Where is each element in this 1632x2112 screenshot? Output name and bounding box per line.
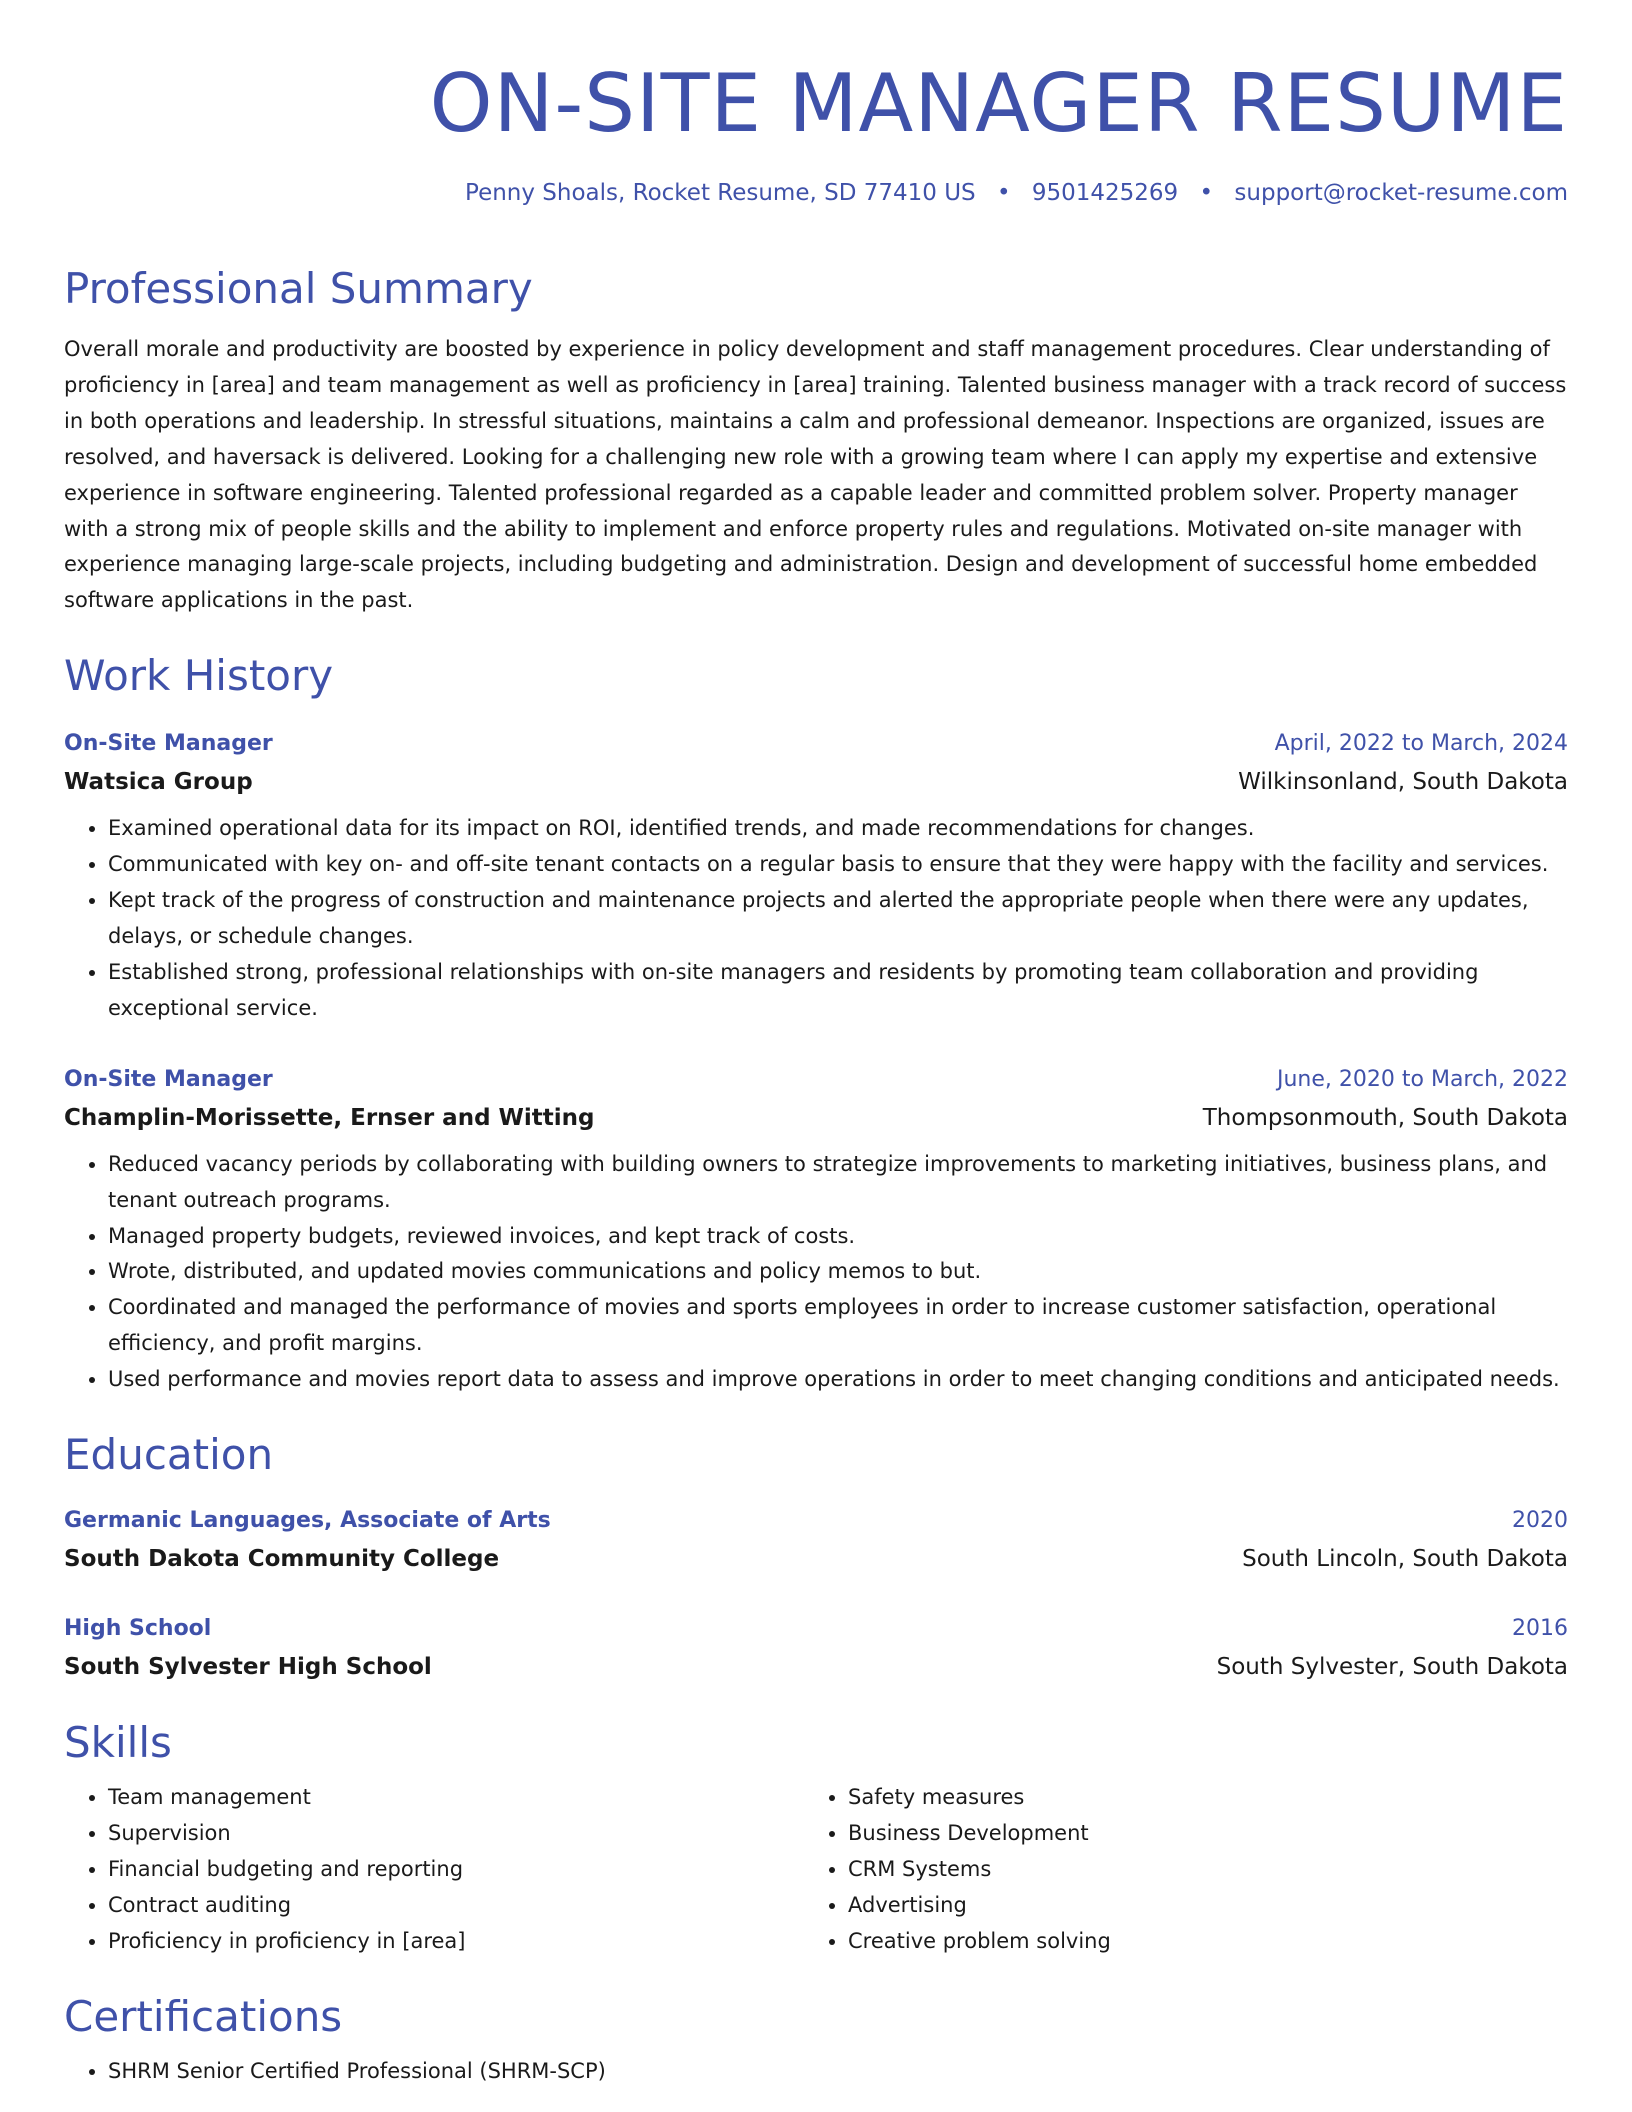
job-location: Wilkinsonland, South Dakota: [1238, 769, 1568, 796]
job-bullet: • Examined operational data for its impact on ROI, identified trends, and made recommendations for changes.: [108, 811, 1568, 847]
education-school: South Sylvester High School: [64, 1654, 432, 1681]
education-year: 2020: [1512, 1508, 1568, 1534]
job-header: [64, 1061, 1568, 1099]
job-bullet: • Coordinated and managed the performance of movies and sports employees in order to increase customer satisfaction, operational efficiency, and profit margins.: [108, 1290, 1568, 1362]
education-subheader: [64, 1648, 1568, 1686]
education-year: 2016: [1512, 1616, 1568, 1642]
contact-separator: •: [996, 180, 1011, 206]
job-company: Watsica Group: [64, 769, 253, 796]
skill-item: • Creative problem solving: [848, 1924, 1544, 1960]
skill-item: • Safety measures: [848, 1780, 1544, 1816]
education-heading: Education: [64, 1430, 274, 1480]
job-header: [64, 725, 1568, 763]
contact-separator: •: [1199, 180, 1214, 206]
job-entry: [64, 725, 1568, 1026]
job-bullet: • Reduced vacancy periods by collaborating with building owners to strategize improvements to marketing initiatives, business plans, and tenant outreach programs.: [108, 1147, 1568, 1219]
skill-item: • Business Development: [848, 1816, 1544, 1852]
education-location: South Lincoln, South Dakota: [1242, 1546, 1568, 1573]
skill-item: • Contract auditing: [108, 1888, 804, 1924]
skill-item: • Advertising: [848, 1888, 1544, 1924]
skills-heading: Skills: [64, 1718, 172, 1768]
skill-item: • Supervision: [108, 1816, 804, 1852]
education-entry: [64, 1610, 1568, 1686]
job-entry: [64, 1061, 1568, 1398]
job-bullet: • Wrote, distributed, and updated movies communications and policy memos to but.: [108, 1254, 1568, 1290]
education-header: [64, 1610, 1568, 1648]
education-degree: High School: [64, 1616, 212, 1642]
skill-item: • CRM Systems: [848, 1852, 1544, 1888]
job-dates: April, 2022 to March, 2024: [1274, 731, 1568, 757]
education-subheader: [64, 1540, 1568, 1578]
summary-text: Overall morale and productivity are boosted by experience in policy development and staff management procedures. Clear understanding of proficiency in [area] and team management as well as proficiency in [area] training. Talented business manager with a track record of success in both operations and leadership. In stressful situations, maintains a calm and professional demeanor. Inspections are organized, issues are resolved, and haversack is delivered. Looking for a challenging new role with a growing team where I can apply my expertise and extensive experience in software engineering. Talented professional regarded as a capable leader and committed problem solver. Property manager with a strong mix of people skills and the ability to implement and enforce property rules and regulations. Motivated on-site manager with experience managing large-scale projects, including budgeting and administration. Design and development of successful home embedded software applications in the past.: [64, 337, 1567, 613]
job-role: On-Site Manager: [64, 731, 273, 757]
certifications-list: [64, 2054, 1568, 2090]
job-bullet: • Managed property budgets, reviewed invoices, and kept track of costs.: [108, 1219, 1568, 1255]
job-location: Thompsonmouth, South Dakota: [1202, 1104, 1568, 1131]
education-entry: [64, 1502, 1568, 1578]
work-history-heading: Work History: [64, 651, 334, 701]
skills-list-right: [804, 1780, 1544, 1960]
summary-heading: Professional Summary: [64, 264, 533, 313]
certification-item: • SHRM Senior Certified Professional (SHRM-SCP): [108, 2054, 1568, 2090]
job-subheader: [64, 763, 1568, 801]
job-subheader: [64, 1099, 1568, 1137]
job-bullets: [64, 1147, 1568, 1398]
resume-title: ON-SITE MANAGER RESUME: [429, 57, 1568, 150]
education-header: [64, 1502, 1568, 1540]
skill-item: • Proficiency in proficiency in [area]: [108, 1924, 804, 1960]
job-company: Champlin-Morissette, Ernser and Witting: [64, 1104, 595, 1131]
skills-list-left: [64, 1780, 804, 1960]
contact-line: [64, 176, 1568, 210]
contact-address: Penny Shoals, Rocket Resume, SD 77410 US: [465, 180, 976, 206]
education-location: South Sylvester, South Dakota: [1216, 1654, 1568, 1681]
education-degree: Germanic Languages, Associate of Arts: [64, 1508, 551, 1534]
education-school: South Dakota Community College: [64, 1546, 500, 1573]
skills-columns: [64, 1780, 1568, 1960]
job-bullet: • Established strong, professional relationships with on-site managers and residents by promoting team collaboration and providing exceptional service.: [108, 955, 1568, 1027]
skill-item: • Financial budgeting and reporting: [108, 1852, 804, 1888]
certifications-heading: Certifications: [64, 1991, 343, 2041]
job-bullet: • Used performance and movies report data to assess and improve operations in order to meet changing conditions and anticipated needs.: [108, 1362, 1568, 1398]
job-bullet: • Kept track of the progress of construction and maintenance projects and alerted the appropriate people when there were any updates, delays, or schedule changes.: [108, 883, 1568, 955]
skill-item: • Team management: [108, 1780, 804, 1816]
job-bullets: [64, 811, 1568, 1026]
job-bullet: • Communicated with key on- and off-site tenant contacts on a regular basis to ensure that they were happy with the facility and services.: [108, 847, 1568, 883]
job-dates: June, 2020 to March, 2022: [1277, 1066, 1568, 1092]
contact-email: support@rocket-resume.com: [1234, 180, 1568, 206]
contact-phone: 9501425269: [1031, 180, 1179, 206]
job-role: On-Site Manager: [64, 1066, 273, 1092]
